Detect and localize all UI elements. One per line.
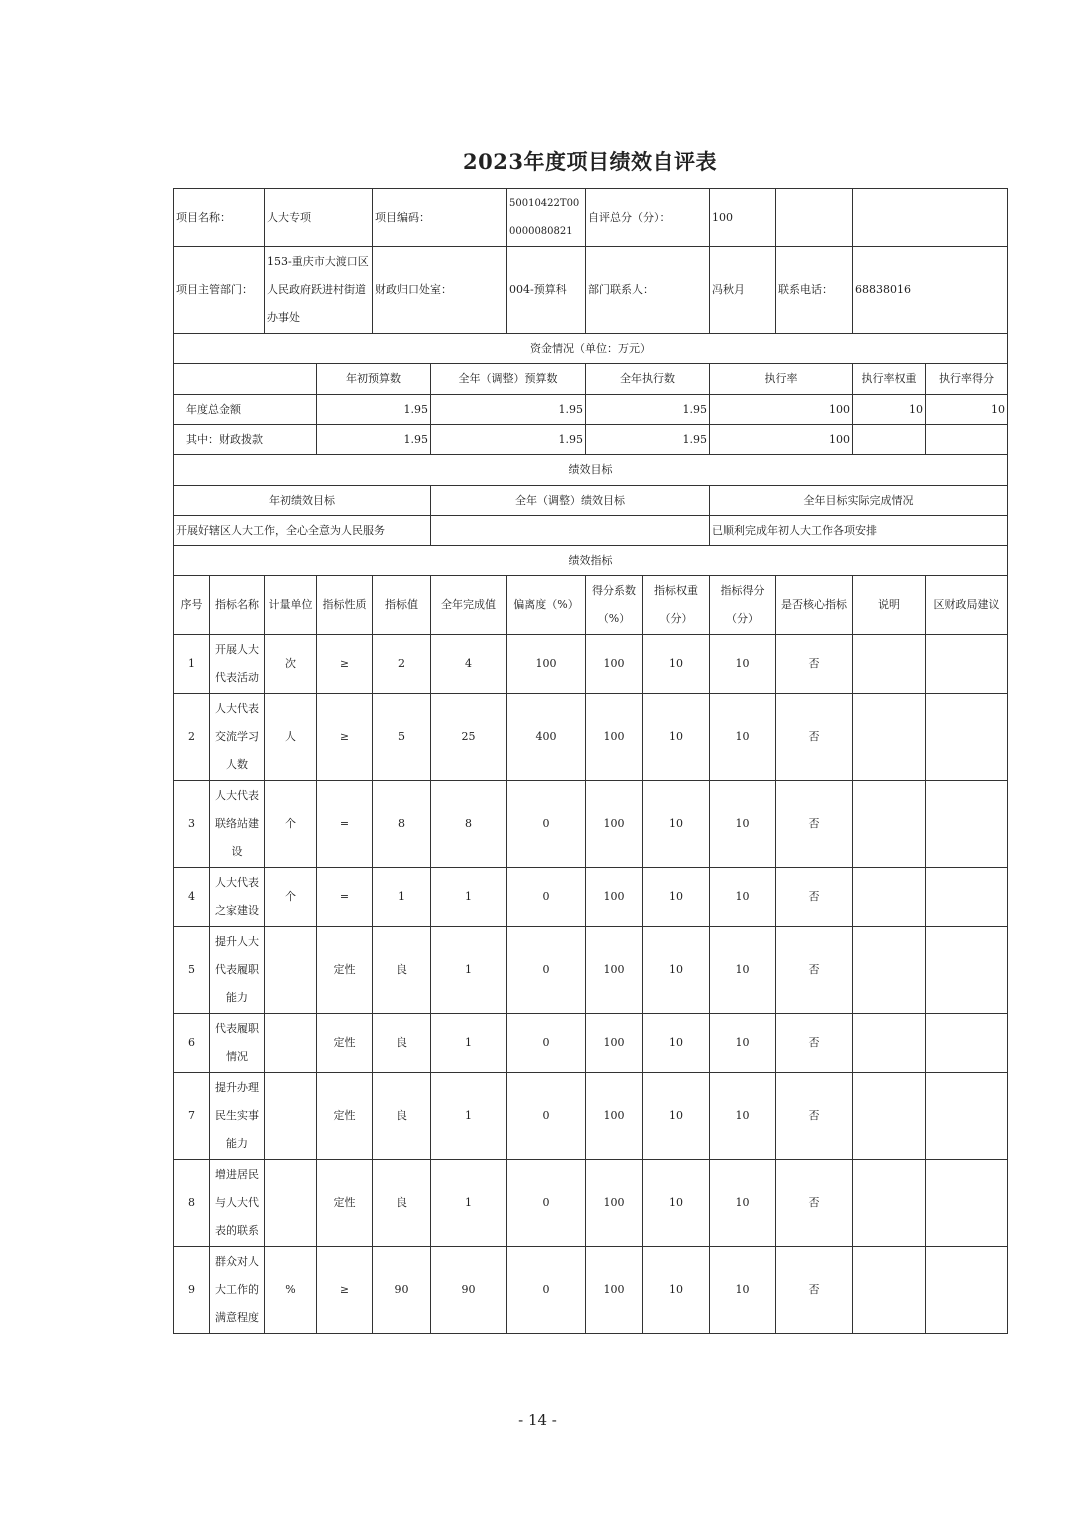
funds-section-title: 资金情况（单位：万元）	[174, 334, 1008, 364]
indicator-header: 指标性质	[317, 576, 373, 635]
indicator-cell: 100	[586, 927, 643, 1014]
funds-header: 全年执行数	[586, 364, 710, 395]
dept-label: 项目主管部门：	[174, 247, 265, 334]
indicator-cell: 否	[776, 868, 853, 927]
goals-value-row	[174, 516, 1008, 546]
indicator-cell	[265, 1014, 317, 1073]
indicator-cell: ≥	[317, 694, 373, 781]
indicator-cell: %	[265, 1247, 317, 1334]
indicator-cell: 1	[431, 1073, 507, 1160]
indicator-cell: 代表履职情况	[210, 1014, 265, 1073]
project-name-label: 项目名称：	[174, 189, 265, 247]
indicator-cell: 10	[643, 868, 710, 927]
finance-office-value: 004-预算科	[507, 247, 586, 334]
indicator-cell: 100	[586, 1014, 643, 1073]
indicator-cell: 0	[507, 1160, 586, 1247]
indicator-cell	[853, 1014, 926, 1073]
funds-cell: 100	[710, 395, 853, 425]
contact-label: 部门联系人：	[586, 247, 710, 334]
indicator-cell	[926, 635, 1008, 694]
indicator-cell: 否	[776, 1073, 853, 1160]
indicator-cell: 10	[643, 1073, 710, 1160]
performance-table	[173, 188, 1008, 1334]
funds-cell: 1.95	[586, 425, 710, 455]
indicator-cell: 次	[265, 635, 317, 694]
table-row	[174, 1014, 1008, 1073]
indicator-cell: 定性	[317, 1160, 373, 1247]
indicator-cell	[853, 1160, 926, 1247]
indicator-cell: 10	[710, 1160, 776, 1247]
indicator-cell: 否	[776, 927, 853, 1014]
page-title: 2023年度项目绩效自评表	[463, 149, 717, 174]
indicator-cell: 0	[507, 1247, 586, 1334]
indicator-cell: 增进居民与人大代表的联系	[210, 1160, 265, 1247]
indicator-cell: 定性	[317, 1014, 373, 1073]
indicator-cell: 良	[373, 1073, 431, 1160]
indicator-cell: 个	[265, 781, 317, 868]
info-row-2	[174, 247, 1008, 334]
indicator-cell	[926, 927, 1008, 1014]
phone-label: 联系电话：	[776, 247, 853, 334]
table-row	[174, 781, 1008, 868]
project-code-label: 项目编码：	[373, 189, 507, 247]
indicator-cell: 2	[174, 694, 210, 781]
indicator-cell: 100	[586, 1073, 643, 1160]
funds-row	[174, 395, 1008, 425]
indicator-cell: 定性	[317, 927, 373, 1014]
indicator-cell: 1	[431, 927, 507, 1014]
table-row	[174, 927, 1008, 1014]
indicator-cell: 否	[776, 694, 853, 781]
indicator-cell: 100	[586, 1247, 643, 1334]
indicator-cell: 10	[710, 1247, 776, 1334]
indicator-cell: 0	[507, 1073, 586, 1160]
indicator-cell: 8	[373, 781, 431, 868]
indicator-cell: 1	[373, 868, 431, 927]
funds-header-row	[174, 364, 1008, 395]
indicator-header: 指标名称	[210, 576, 265, 635]
indicator-cell: 8	[431, 781, 507, 868]
funds-header: 执行率	[710, 364, 853, 395]
empty-cell	[174, 364, 317, 395]
info-row-1	[174, 189, 1008, 247]
goals-header: 年初绩效目标	[174, 486, 431, 516]
funds-cell: 10	[926, 395, 1008, 425]
table-row	[174, 868, 1008, 927]
indicator-cell	[265, 1073, 317, 1160]
indicator-cell: 1	[174, 635, 210, 694]
indicator-header: 偏离度（%）	[507, 576, 586, 635]
indicator-cell: 25	[431, 694, 507, 781]
indicator-cell	[853, 1073, 926, 1160]
indicator-cell	[926, 1014, 1008, 1073]
indicator-cell: 10	[710, 927, 776, 1014]
indicator-header: 指标权重（分）	[643, 576, 710, 635]
indicator-cell: 良	[373, 1160, 431, 1247]
funds-cell	[853, 425, 926, 455]
funds-header: 年初预算数	[317, 364, 431, 395]
contact-value: 冯秋月	[710, 247, 776, 334]
funds-header: 执行率得分	[926, 364, 1008, 395]
indicator-cell: 100	[586, 694, 643, 781]
indicator-cell	[926, 1073, 1008, 1160]
indicator-cell: 10	[710, 868, 776, 927]
indicators-body	[174, 635, 1008, 1334]
indicator-header: 区财政局建议	[926, 576, 1008, 635]
indicator-cell: 6	[174, 1014, 210, 1073]
indicator-cell: 100	[586, 635, 643, 694]
indicator-cell: 10	[643, 694, 710, 781]
funds-cell: 1.95	[317, 425, 431, 455]
indicator-cell: 100	[586, 868, 643, 927]
indicator-cell: 0	[507, 1014, 586, 1073]
indicator-cell	[853, 927, 926, 1014]
goals-header-row	[174, 486, 1008, 516]
goals-value: 已顺利完成年初人大工作各项安排	[710, 516, 1008, 546]
indicator-cell: 2	[373, 635, 431, 694]
empty-cell	[853, 189, 1008, 247]
indicator-cell: 人大代表之家建设	[210, 868, 265, 927]
funds-cell: 1.95	[317, 395, 431, 425]
indicator-cell: 0	[507, 868, 586, 927]
indicator-cell: 良	[373, 1014, 431, 1073]
indicator-cell	[265, 927, 317, 1014]
indicators-header-row	[174, 576, 1008, 635]
funds-cell	[926, 425, 1008, 455]
indicator-cell: 0	[507, 781, 586, 868]
indicator-cell: 100	[586, 1160, 643, 1247]
table-row	[174, 635, 1008, 694]
funds-cell: 1.95	[431, 395, 586, 425]
indicator-cell: 10	[710, 694, 776, 781]
funds-header: 执行率权重	[853, 364, 926, 395]
indicator-cell: 0	[507, 927, 586, 1014]
indicator-cell: ≥	[317, 635, 373, 694]
indicator-cell: 5	[174, 927, 210, 1014]
funds-row-label: 其中：财政拨款	[174, 425, 317, 455]
indicator-header: 计量单位	[265, 576, 317, 635]
indicator-cell: 400	[507, 694, 586, 781]
indicator-cell: 群众对人大工作的满意程度	[210, 1247, 265, 1334]
project-name-value: 人大专项	[265, 189, 373, 247]
indicator-cell	[926, 781, 1008, 868]
phone-value: 68838016	[853, 247, 1008, 334]
indicator-cell: 10	[710, 635, 776, 694]
indicator-cell: 良	[373, 927, 431, 1014]
indicator-header: 指标值	[373, 576, 431, 635]
table-row	[174, 1073, 1008, 1160]
indicator-cell: 否	[776, 635, 853, 694]
indicator-cell: 10	[643, 1247, 710, 1334]
indicator-cell: 1	[431, 868, 507, 927]
indicator-header: 全年完成值	[431, 576, 507, 635]
table-row	[174, 1247, 1008, 1334]
indicator-cell	[853, 694, 926, 781]
indicator-cell: 提升办理民生实事能力	[210, 1073, 265, 1160]
self-score-value: 100	[710, 189, 776, 247]
indicator-cell: 100	[586, 781, 643, 868]
funds-cell: 100	[710, 425, 853, 455]
indicator-cell: =	[317, 781, 373, 868]
indicator-header: 是否核心指标	[776, 576, 853, 635]
indicator-cell: ≥	[317, 1247, 373, 1334]
project-code-value: 50010422T000000080821	[507, 189, 586, 247]
table-row	[174, 694, 1008, 781]
goals-value: 开展好辖区人大工作，全心全意为人民服务	[174, 516, 431, 546]
funds-cell: 10	[853, 395, 926, 425]
indicator-cell: 人大代表联络站建设	[210, 781, 265, 868]
dept-value: 153-重庆市大渡口区人民政府跃进村街道办事处	[265, 247, 373, 334]
indicator-cell: 8	[174, 1160, 210, 1247]
goals-header: 全年目标实际完成情况	[710, 486, 1008, 516]
indicator-cell: 10	[710, 1073, 776, 1160]
indicator-cell	[926, 1247, 1008, 1334]
indicator-cell: 开展人大代表活动	[210, 635, 265, 694]
indicator-cell: 人	[265, 694, 317, 781]
indicators-section-title: 绩效指标	[174, 546, 1008, 576]
indicator-cell: =	[317, 868, 373, 927]
indicator-cell	[926, 868, 1008, 927]
indicator-cell	[926, 694, 1008, 781]
goals-header: 全年（调整）绩效目标	[431, 486, 710, 516]
indicator-cell	[853, 781, 926, 868]
indicator-cell	[926, 1160, 1008, 1247]
indicator-header: 得分系数（%）	[586, 576, 643, 635]
funds-row	[174, 425, 1008, 455]
indicator-cell: 10	[710, 1014, 776, 1073]
indicator-cell	[853, 1247, 926, 1334]
goals-value	[431, 516, 710, 546]
indicator-cell: 10	[643, 1014, 710, 1073]
table-row	[174, 1160, 1008, 1247]
indicator-header: 说明	[853, 576, 926, 635]
indicator-cell: 10	[643, 781, 710, 868]
goals-section-title: 绩效目标	[174, 455, 1008, 486]
indicator-cell: 10	[643, 635, 710, 694]
indicator-cell: 90	[431, 1247, 507, 1334]
indicator-cell: 9	[174, 1247, 210, 1334]
indicator-cell: 10	[710, 781, 776, 868]
indicator-cell: 人大代表交流学习人数	[210, 694, 265, 781]
indicator-cell: 10	[643, 1160, 710, 1247]
indicator-cell	[853, 635, 926, 694]
indicator-cell: 1	[431, 1014, 507, 1073]
self-score-label: 自评总分（分）：	[586, 189, 710, 247]
page-number: - 14 -	[518, 1411, 557, 1429]
funds-cell: 1.95	[586, 395, 710, 425]
indicator-cell: 10	[643, 927, 710, 1014]
indicator-cell: 90	[373, 1247, 431, 1334]
indicator-cell	[265, 1160, 317, 1247]
indicator-cell: 7	[174, 1073, 210, 1160]
indicator-cell: 4	[174, 868, 210, 927]
indicator-cell: 100	[507, 635, 586, 694]
finance-office-label: 财政归口处室：	[373, 247, 507, 334]
funds-row-label: 年度总金额	[174, 395, 317, 425]
indicator-cell: 定性	[317, 1073, 373, 1160]
indicator-cell: 否	[776, 1014, 853, 1073]
indicator-cell: 4	[431, 635, 507, 694]
indicator-header: 序号	[174, 576, 210, 635]
indicator-cell: 3	[174, 781, 210, 868]
indicator-cell: 1	[431, 1160, 507, 1247]
indicator-cell: 否	[776, 781, 853, 868]
empty-cell	[776, 189, 853, 247]
funds-cell: 1.95	[431, 425, 586, 455]
indicator-cell: 5	[373, 694, 431, 781]
indicator-header: 指标得分（分）	[710, 576, 776, 635]
indicator-cell: 否	[776, 1160, 853, 1247]
indicator-cell	[853, 868, 926, 927]
indicator-cell: 个	[265, 868, 317, 927]
indicator-cell: 否	[776, 1247, 853, 1334]
funds-header: 全年（调整）预算数	[431, 364, 586, 395]
indicator-cell: 提升人大代表履职能力	[210, 927, 265, 1014]
